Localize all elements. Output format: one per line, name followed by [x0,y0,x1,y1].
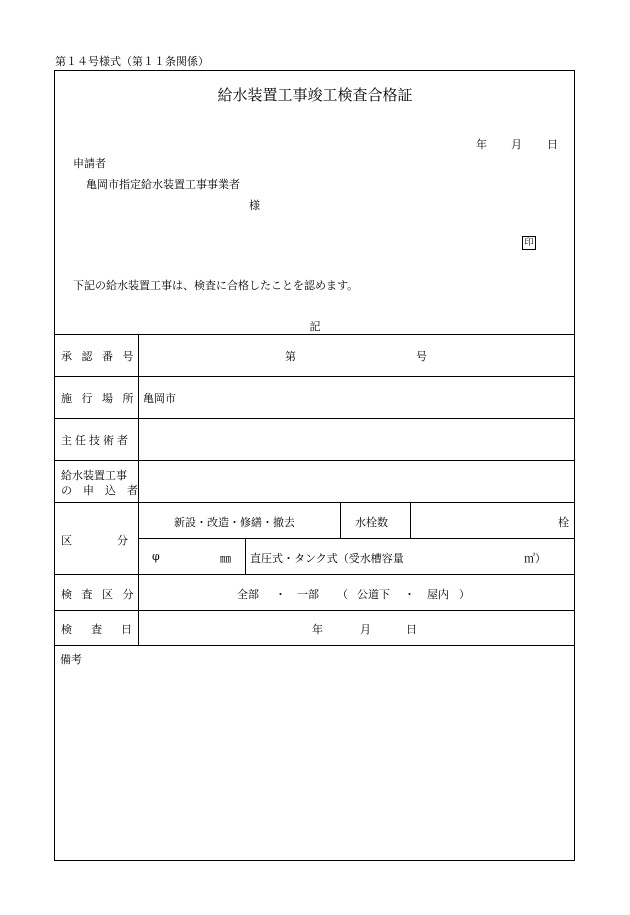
document-title: 給水装置工事竣工検査合格証 [217,86,413,104]
work-applicant-label-line2: の申込者 [61,484,149,497]
faucet-count-label: 水栓数 [355,516,388,529]
date-day-label: 日 [547,138,558,151]
table-bottom-rule [54,645,575,646]
row-rule [54,418,575,419]
work-applicant-label-line1: 給水装置工事 [61,469,127,482]
faucet-divider-right [410,502,411,538]
inspection-all: 全部 [237,588,259,601]
honorific-sama: 様 [249,199,260,212]
approval-number-go: 号 [416,350,427,363]
table-top-rule [54,334,575,335]
inspection-category-label-text: 検査区分 [61,588,143,601]
certification-statement: 下記の給水装置工事は、検査に合格したことを認めます。 [73,279,359,292]
category-label-text: 区分 [61,534,173,547]
diameter-divider [245,538,246,574]
supply-method-text: 直圧式・タンク式（受水槽容量 [250,552,404,565]
approval-number-label-text: 承認番号 [61,350,143,363]
inspection-date-label-text: 検査日 [61,623,151,636]
remarks-label: 備考 [60,653,82,666]
designated-business-label: 亀岡市指定給水装置工事事業者 [86,178,240,191]
row-rule [54,574,575,575]
chief-engineer-label-text: 主任技術者 [61,434,131,447]
construction-site-value: 亀岡市 [143,392,176,405]
faucet-count-unit: 栓 [558,516,569,529]
inspection-separator-dot: ・ [404,588,415,601]
form-number-label: 第１４号様式（第１１条関係） [55,55,209,68]
tank-volume-unit: ㎥） [524,552,546,565]
diameter-symbol: φ [152,550,160,563]
date-month-label: 月 [511,138,522,151]
approval-number-label [61,348,143,364]
ki-label: 記 [309,320,321,333]
construction-site-label [61,390,143,406]
inspection-partial: 一部 [297,588,319,601]
inspection-date-month: 月 [360,623,371,636]
inspection-public-road: 公道下 [357,588,390,601]
row-rule [54,460,575,461]
inspection-date-year: 年 [312,623,323,636]
inspection-date-day: 日 [406,623,417,636]
faucet-divider-left [340,502,341,538]
inspection-category-label [61,586,143,602]
inspection-date-label [61,621,151,637]
seal-mark: 印 [522,236,536,250]
remarks-area[interactable] [56,666,573,858]
construction-site-label-text: 施行場所 [61,392,143,405]
approval-number-dai: 第 [285,350,296,363]
applicant-label: 申請者 [73,157,106,170]
row-rule [54,376,575,377]
chief-engineer-label [61,432,133,448]
row-rule [54,502,575,503]
diameter-unit: ㎜ [220,552,231,565]
inspection-separator-dot: ・ [275,588,286,601]
date-year-label: 年 [476,138,487,151]
category-label [61,532,173,548]
category-sub-rule [138,538,575,539]
category-options: 新設・改造・修繕・撤去 [174,516,295,529]
inspection-indoor: 屋内 [427,588,449,601]
inspection-paren-close: ） [459,588,470,601]
inspection-paren-open: （ [337,588,348,601]
row-rule [54,610,575,611]
